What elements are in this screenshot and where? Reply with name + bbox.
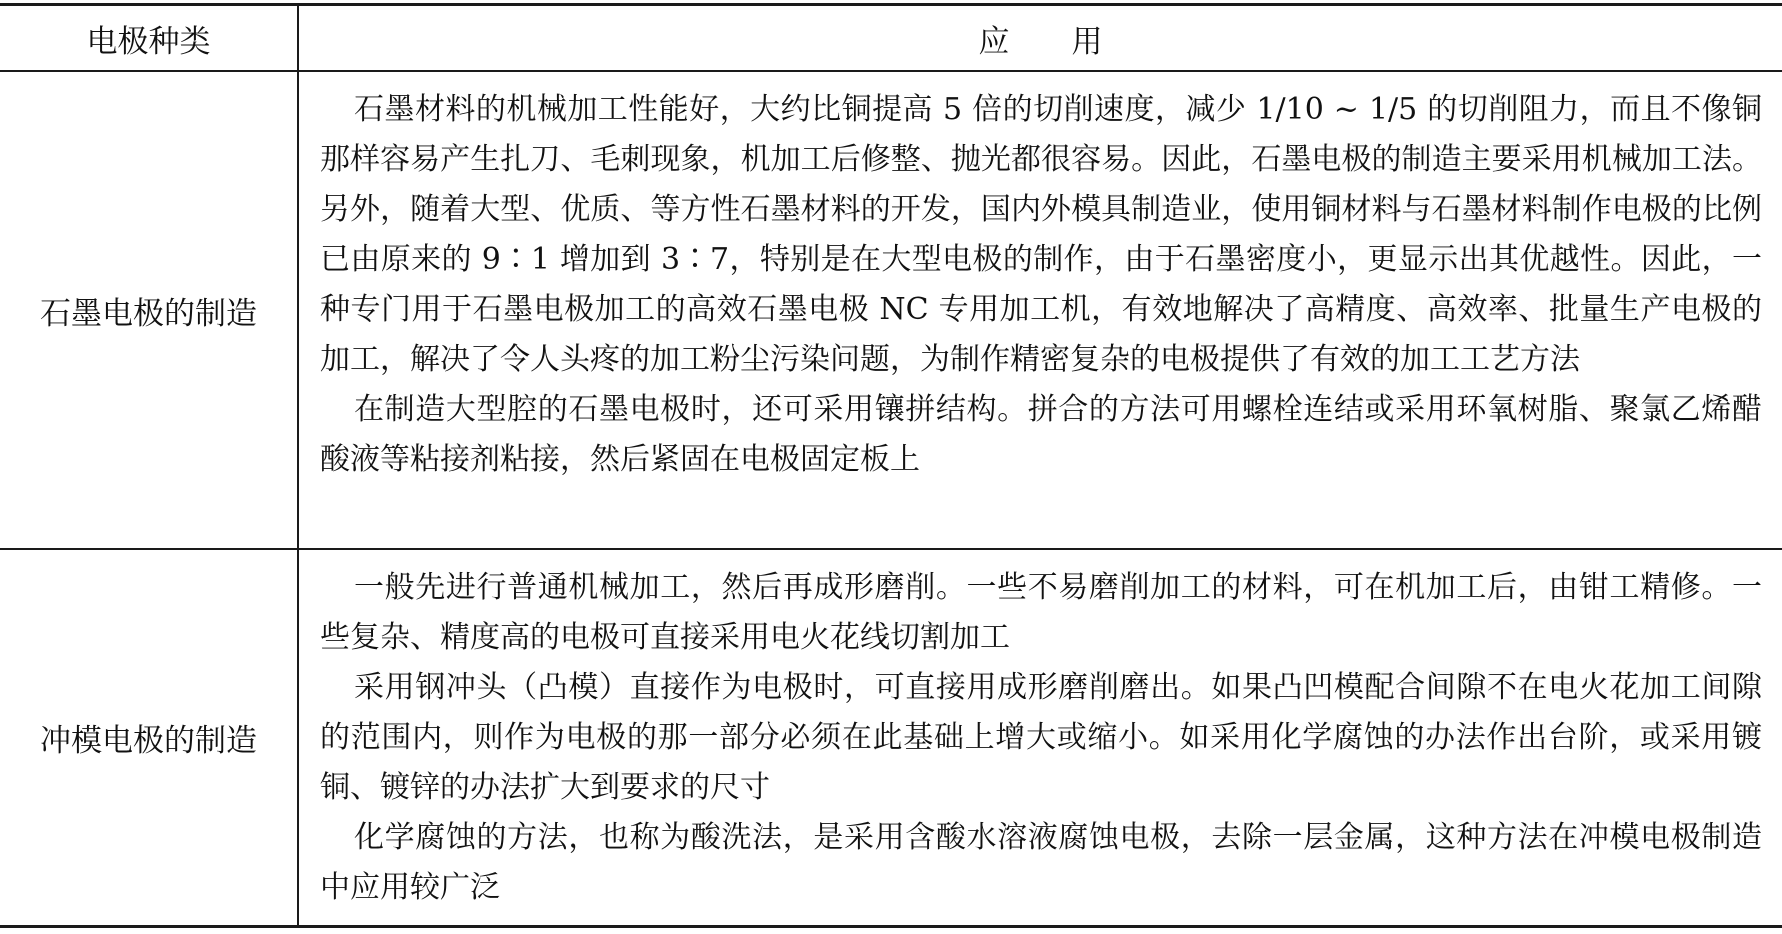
punch-paragraph-1: 一般先进行普通机械加工，然后再成形磨削。一些不易磨削加工的材料，可在机加工后，由钳工精修。一些复杂、精度高的电极可直接采用电火花线切割加工 [320,570,1762,655]
row-graphite-type: 石墨电极的制造 [40,295,257,332]
punch-paragraph-3: 化学腐蚀的方法，也称为酸洗法，是采用含酸水溶液腐蚀电极，去除一层金属，这种方法在冲模电极制造中应用较广泛 [320,820,1762,905]
header-electrode-type: 电极种类 [86,23,211,60]
punch-paragraph-2: 采用钢冲头（凸模）直接作为电极时，可直接用成形磨削磨出。如果凸凹模配合间隙不在电火花加工间隙的范围内，则作为电极的那一部分必须在此基础上增大或缩小。如采用化学腐蚀的办法作出台阶，或采用镀铜、镀锌的办法扩大到要求的尺寸 [320,670,1762,805]
row-punch-type: 冲模电极的制造 [40,723,257,759]
graphite-paragraph-1: 石墨材料的机械加工性能好，大约比铜提高 5 倍的切削速度，减少 1/10 ~ 1/5 的切削阻力，而且不像铜那样容易产生扎刀、毛刺现象，机加工后修整、抛光都很容易。因此，石墨电极的制造主要采用机械加工法。另外，随着大型、优质、等方性石墨材料的开发，国内外模具制造业，使用铜材料与石墨材料制作电极的比例已由原来的 9∶1 增加到 3∶7，特别是在大型电极的制作，由于石墨密度小，更显示出其优越性。因此，一种专门用于石墨电极加工的高效石墨电极 NC 专用加工机，有效地解决了高精度、高效率、批量生产电极的加工，解决了令人头疼的加工粉尘污染问题，为制作精密复杂的电极提供了有效的加工工艺方法 [320,92,1762,377]
header-application: 应 用 [978,23,1103,60]
graphite-paragraph-2: 在制造大型腔的石墨电极时，还可采用镶拼结构。拼合的方法可用螺栓连结或采用环氧树脂、聚氯乙烯醋酸液等粘接剂粘接，然后紧固在电极固定板上 [320,392,1762,477]
row-punch-application [320,563,1762,913]
row-graphite-application [320,85,1762,485]
column-divider [297,5,299,926]
table-bottom-rule [0,925,1782,928]
